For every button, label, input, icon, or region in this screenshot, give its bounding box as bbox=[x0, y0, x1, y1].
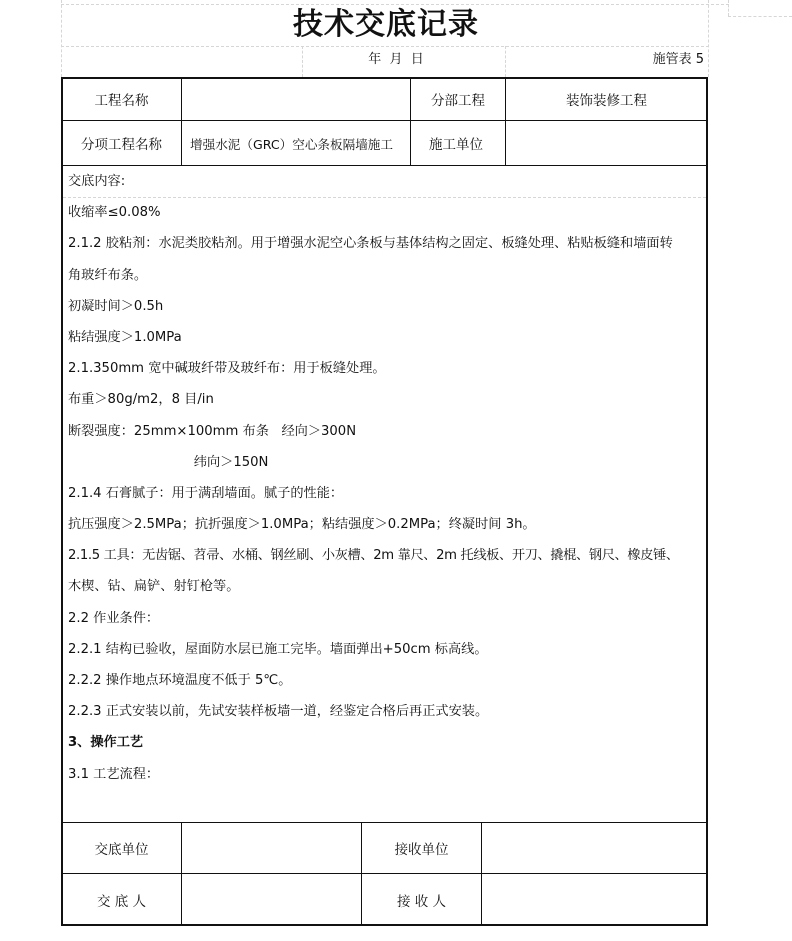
form-code: 施管表 5 bbox=[652, 52, 704, 67]
receiving-unit-label: 接收单位 bbox=[394, 842, 449, 858]
handover-content bbox=[68, 166, 704, 790]
content-line: 2.2 作业条件： bbox=[68, 610, 160, 626]
division-value[interactable]: 装饰装修工程 bbox=[566, 93, 647, 109]
content-line: 角玻纤布条。 bbox=[68, 267, 148, 283]
construction-unit-value[interactable] bbox=[506, 121, 707, 165]
handover-unit-label: 交底单位 bbox=[94, 842, 149, 858]
grid-line bbox=[302, 46, 303, 77]
content-line: 断裂强度：25mm×100mm 布条 经向＞300N bbox=[68, 423, 357, 439]
content-line: 3.1 工艺流程： bbox=[68, 766, 160, 782]
content-line: 2.1.350mm 宽中碱玻纤带及玻纤布：用于板缝处理。 bbox=[68, 361, 386, 377]
construction-unit-label: 施工单位 bbox=[429, 137, 483, 153]
division-label: 分部工程 bbox=[431, 93, 485, 109]
content-line: 布重＞80g/m2，8 目/in bbox=[68, 392, 214, 408]
grid-line bbox=[505, 46, 506, 77]
content-line: 2.1.2 胶粘剂：水泥类胶粘剂。用于增强水泥空心条板与基体结构之固定、板缝处理、粘贴板缝和墙面转 bbox=[68, 236, 673, 252]
content-line: 纬向＞150N bbox=[68, 454, 269, 470]
grid-line bbox=[728, 16, 792, 17]
content-line: 初凝时间＞0.5h bbox=[68, 298, 164, 314]
content-line: 2.2.3 正式安装以前，先试安装样板墙一道，经鉴定合格后再正式安装。 bbox=[68, 704, 489, 720]
receiving-person-label: 接 收 人 bbox=[396, 893, 447, 910]
content-line: 粘结强度＞1.0MPa bbox=[68, 329, 182, 345]
content-line: 抗压强度＞2.5MPa；抗折强度＞1.0MPa；粘结强度＞0.2MPa；终凝时间 3h。 bbox=[68, 517, 536, 533]
date-label: 年 月 日 bbox=[368, 52, 424, 67]
handover-person-value[interactable] bbox=[182, 874, 361, 925]
project-name-value[interactable] bbox=[182, 78, 410, 120]
content-line: 收缩率≤0.08% bbox=[68, 205, 161, 221]
content-line: 2.1.4 石膏腻子：用于满刮墙面。腻子的性能： bbox=[68, 485, 344, 501]
grid-line bbox=[728, 0, 729, 16]
content-line: 木楔、钻、扁铲、射钉枪等。 bbox=[68, 579, 240, 595]
project-name-label: 工程名称 bbox=[94, 93, 149, 109]
document-title: 技术交底记录 bbox=[293, 7, 479, 42]
content-heading: 交底内容: bbox=[68, 174, 126, 189]
receiving-person-value[interactable] bbox=[482, 874, 707, 925]
subitem-value[interactable]: 增强水泥（GRC）空心条板隔墙施工 bbox=[190, 136, 393, 152]
receiving-unit-value[interactable] bbox=[482, 823, 707, 873]
content-line: 2.1.5 工具：无齿锯、苕帚、水桶、钢丝刷、小灰槽、2m 靠尺、2m 托线板、开刀、撬棍、钢尺、橡皮锤、 bbox=[68, 548, 679, 564]
content-line: 2.2.2 操作地点环境温度不低于 5℃。 bbox=[68, 673, 292, 688]
section-heading: 3、操作工艺 bbox=[68, 735, 144, 751]
handover-unit-value[interactable] bbox=[182, 823, 361, 873]
handover-person-label: 交 底 人 bbox=[96, 893, 147, 910]
content-line: 2.2.1 结构已验收，屋面防水层已施工完毕。墙面弹出+50cm 标高线。 bbox=[68, 641, 488, 657]
subitem-label: 分项工程名称 bbox=[81, 137, 162, 153]
